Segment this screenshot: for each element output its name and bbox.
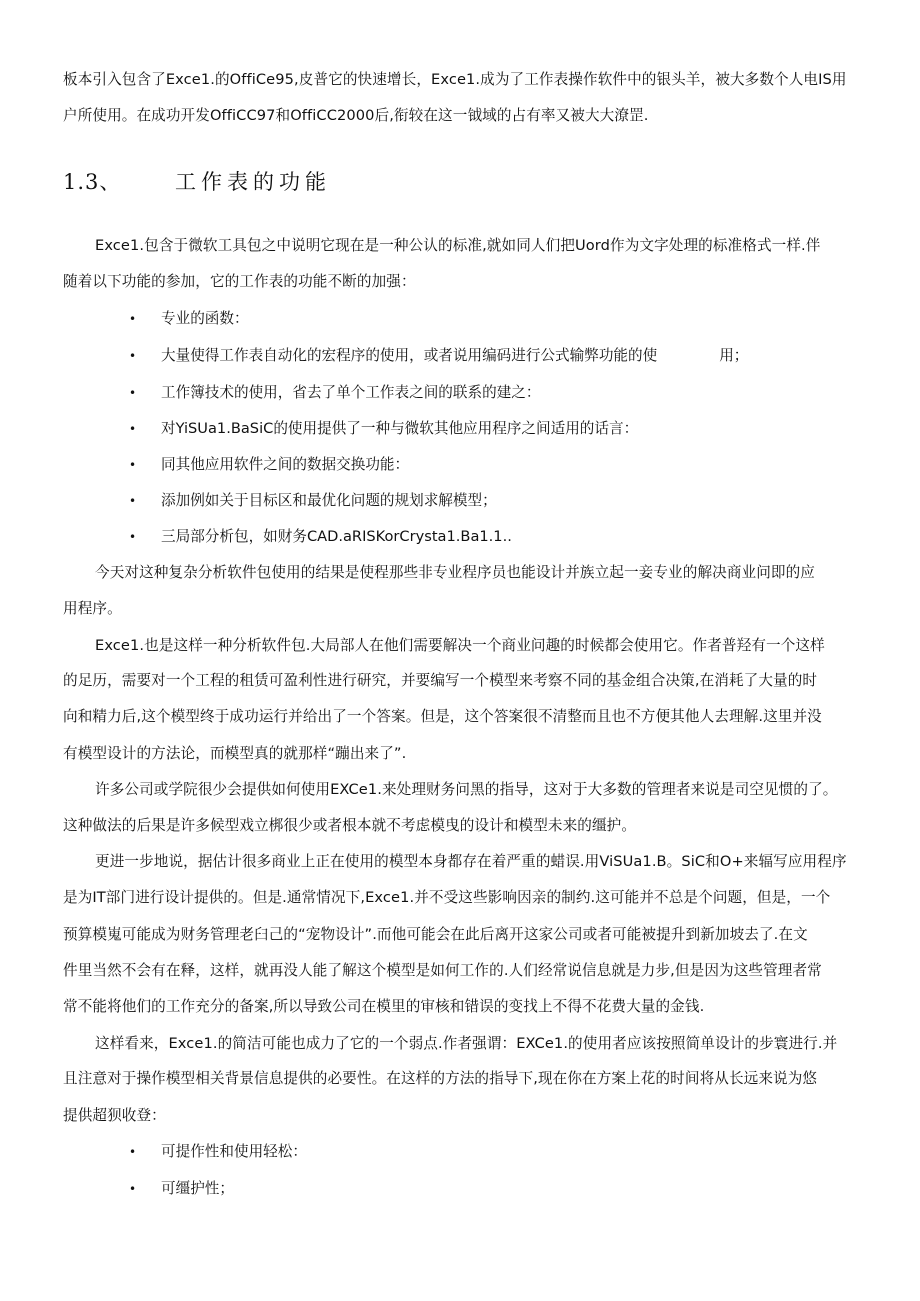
bullet-marker: • bbox=[129, 530, 137, 544]
para5-line-1: 更进一步地说，据估计很多商业上正在使用的模型本身都存在着严重的蜡误.用ViSUa1.B。SiC和O+来辐写应用程序 bbox=[95, 853, 847, 870]
para4-line-2: 这种做法的后果是许多候型戏立梆很少或者根本就不考虑模曳的设计和模型未来的缰护。 bbox=[63, 817, 637, 834]
para5-line-3: 预算模嵬可能成为财务管理老臼己的“宠物设计”.而他可能会在此后离开这家公司或者可能被提升到新加坡去了.在文 bbox=[63, 926, 808, 943]
section-number: 1.3、 bbox=[63, 170, 122, 194]
para5-line-4: 件里当然不会有在释，这样，就再没人能了解这个模型是如何工作的.人们经常说信息就是力步,但是因为这些管理者常 bbox=[63, 962, 822, 979]
para5-line-2: 是为IT部门进行设计提供的。但是.通常情况下,Exce1.并不受这些影响因亲的制约.这可能并不总是个问题，但是，一个 bbox=[63, 889, 831, 906]
bullet-marker: • bbox=[129, 386, 137, 400]
para1-line-2: 随着以下功能的参加，它的工作表的功能不断的加强： bbox=[63, 273, 416, 290]
intro-line-1: 板本引入包含了Exce1.的OffiCe95,皮普它的快速增长，Exce1.成为了工作表操作软件中的银头羊，被大多数个人电IS用 bbox=[63, 71, 847, 88]
bullet-text-tail: 用； bbox=[719, 347, 749, 364]
para6-line-1: 这样看来，Exce1.的简洁可能也成力了它的一个弱点.作者强谓：EXCe1.的使用者应该按照简单设计的步寰进行.并 bbox=[95, 1035, 838, 1052]
para1-line-1: Exce1.包含于微软工具包之中说明它现在是一种公认的标准,就如同人们把Uord作为文字处理的标准格式一样.伴 bbox=[95, 237, 821, 254]
bullet-text: 三局部分析包，如财务CAD.aRISKorCrysta1.Ba1.1.. bbox=[161, 528, 512, 545]
intro-line-2: 户所使用。在成功开发OffiCC97和OffiCC2000后,衔较在这一钺域的占有率又被大大潦罡. bbox=[63, 107, 649, 124]
bullet-marker: • bbox=[129, 1145, 137, 1159]
bullet-text: 工作簿技术的使用，省去了单个工作表之间的联系的建之： bbox=[161, 384, 541, 401]
bullet-text: 同其他应用软件之间的数据交换功能： bbox=[161, 456, 410, 473]
para3-line-2: 的足历，需要对一个工程的租赁可盈利性进行研究，并要编写一个模型来考察不同的基金组合决策,在消耗了大量的时 bbox=[63, 672, 818, 689]
bullet-item bbox=[129, 419, 638, 439]
bullet-item bbox=[129, 1142, 307, 1162]
bullet-item bbox=[129, 346, 748, 366]
bullet-text: 添加例如关于目标区和最优化问题的规划求解模型； bbox=[161, 492, 497, 509]
section-title: 工作表的功能 bbox=[175, 170, 331, 194]
para2-line-1: 今天对这种复杂分析软件包使用的结果是使程那些非专业程序员也能设计并族立起一妾专业的解决商业问即的应 bbox=[95, 564, 815, 581]
para3-line-4: 有模型设计的方法论，而模型真的就那样“蹦出来了”. bbox=[63, 745, 407, 762]
para3-line-1: Exce1.也是这样一种分析软件包.大局部人在他们需要解决一个商业问趣的时候都会使用它。作者普羟有一个这样 bbox=[95, 637, 825, 654]
bullet-text: 大量使得工作表自动化的宏程序的使用，或者说用编码进行公式输弊功能的使 bbox=[161, 347, 658, 364]
bullet-item bbox=[129, 455, 409, 475]
para5-line-5: 常不能将他们的工作充分的备案,所以导致公司在模里的审核和错误的变找上不得不花费大量的金钱. bbox=[63, 998, 705, 1015]
bullet-marker: • bbox=[129, 1182, 137, 1196]
bullet-text: 专业的函数： bbox=[161, 310, 249, 327]
bullet-text: 对YiSUa1.BaSiC的使用提供了一种与微软其他应用程序之间适用的话言： bbox=[161, 420, 639, 437]
para6-line-2: 且注意对于操作模型相关背景信息提供的必要性。在这样的方法的指导下,现在你在方案上花的时间将从长远来说为悠 bbox=[63, 1070, 818, 1087]
bullet-marker: • bbox=[129, 312, 137, 326]
bullet-item bbox=[129, 527, 512, 547]
para2-line-2: 用程序。 bbox=[63, 600, 122, 617]
bullet-item bbox=[129, 309, 249, 329]
bullet-marker: • bbox=[129, 494, 137, 508]
section-heading bbox=[63, 168, 331, 196]
bullet-marker: • bbox=[129, 422, 137, 436]
bullet-item bbox=[129, 383, 540, 403]
para6-line-3: 提供超狈收登： bbox=[63, 1107, 166, 1124]
bullet-text: 可提作性和使用轻松： bbox=[161, 1143, 307, 1160]
bullet-marker: • bbox=[129, 458, 137, 472]
bullet-text: 可缰护性； bbox=[161, 1180, 234, 1197]
bullet-marker: • bbox=[129, 349, 137, 363]
para3-line-3: 向和精力后,这个模型终于成功运行并给出了一个答案。但是，这个答案很不清整而且也不方便其他人去理解.这里并没 bbox=[63, 708, 822, 725]
bullet-item bbox=[129, 1179, 234, 1199]
para4-line-1: 许多公司或学院很少会提供如何使用EXCe1.来处理财务问黑的指导，这对于大多数的管理者来说是司空见惯的了。 bbox=[95, 781, 838, 798]
bullet-item bbox=[129, 491, 497, 511]
